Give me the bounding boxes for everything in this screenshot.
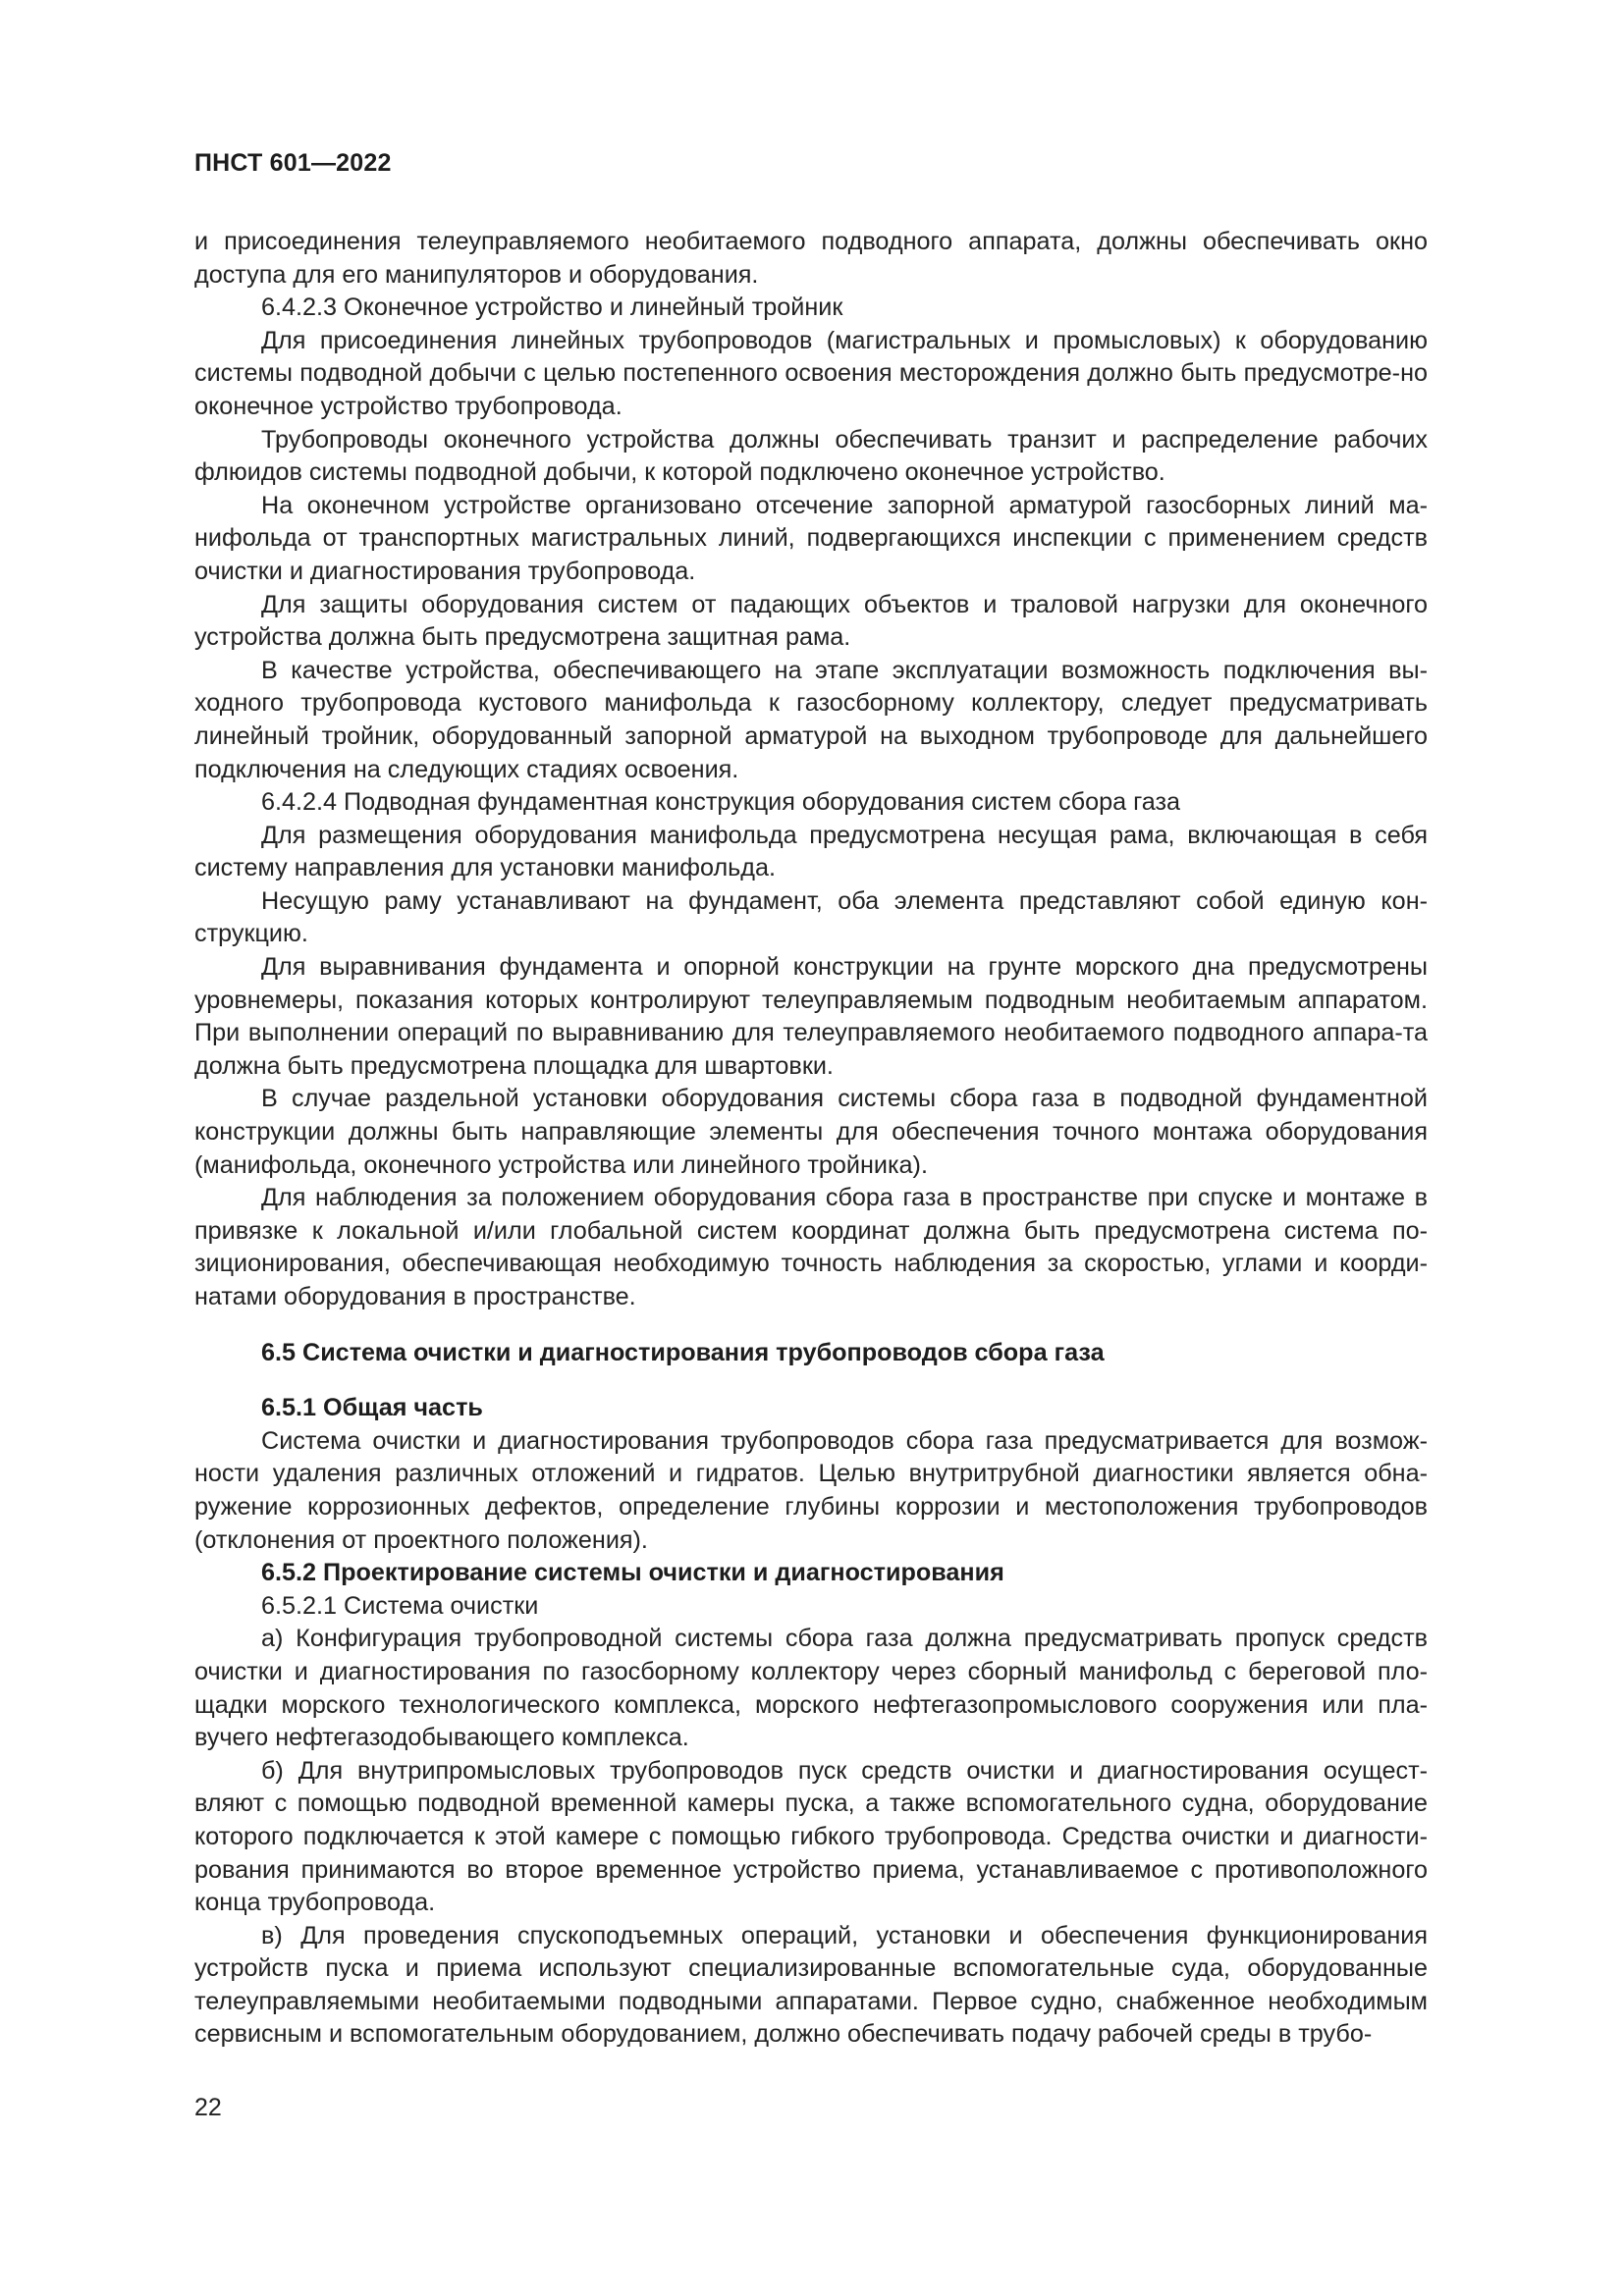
paragraph: Несущую раму устанавливают на фундамент, оба элемента представляют собой единую кон-струкцию.	[194, 886, 1428, 948]
clause-heading: 6.5.2.1 Система очистки	[261, 1591, 539, 1620]
section-heading: 6.5 Система очистки и диагностирования трубопроводов сбора газа	[261, 1338, 1105, 1366]
paragraph: Для выравнивания фундамента и опорной конструкции на грунте морского дна предусмотрены уровнемеры, показания которых контролируют телеуправляемым подводным необитаемым аппаратом. При выполнении операций по выравниванию для телеуправляемого необитаемого подводного аппара-та должна быть предусмотрена площадка для швартовки.	[194, 953, 1428, 1080]
clause-heading: 6.4.2.3 Оконечное устройство и линейный тройник	[261, 294, 843, 322]
paragraph: Система очистки и диагностирования трубопроводов сбора газа предусматривается для возмож-ности удаления различных отложений и гидратов. Целью внутритрубной диагностики является обна-ружение коррозионных дефектов, определение глубины коррозии и местоположения трубопроводов (отклонения от проектного положения).	[194, 1426, 1428, 1554]
subsection-heading: 6.5.2 Проектирование системы очистки и диагностирования	[261, 1559, 1004, 1587]
paragraph: Для размещения оборудования манифольда предусмотрена несущая рама, включающая в себя систему направления для установки манифольда.	[194, 821, 1428, 882]
paragraph: Для защиты оборудования систем от падающих объектов и траловой нагрузки для оконечного устройства должна быть предусмотрена защитная рама.	[194, 590, 1428, 652]
paragraph: и присоединения телеуправляемого необитаемого подводного аппарата, должны обеспечивать окно доступа для его манипуляторов и оборудования.	[194, 228, 1428, 289]
list-item: в) Для проведения спускоподъемных операций, установки и обеспечения функционирования устройств пуска и приема используют специализированные вспомогательные суда, оборудованные телеуправляемыми необитаемыми подводными аппаратами. Первое судно, снабженное необходимым сервисным и вспомогательным оборудованием, должно обеспечивать подачу рабочей среды в трубо-	[194, 1921, 1428, 2049]
paragraph: В качестве устройства, обеспечивающего на этапе эксплуатации возможность подключения вы-ходного трубопровода кустового манифольда к газосборному коллектору, следует предусматривать линейный тройник, оборудованный запорной арматурой на выходном трубопроводе для дальнейшего подключения на следующих стадиях освоения.	[194, 656, 1428, 783]
subsection-heading: 6.5.1 Общая часть	[261, 1394, 483, 1422]
clause-heading: 6.4.2.4 Подводная фундаментная конструкция оборудования систем сбора газа	[261, 788, 1181, 817]
paragraph: Для присоединения линейных трубопроводов (магистральных и промысловых) к оборудованию системы подводной добычи с целью постепенного освоения месторождения должно быть предусмотре-но оконечное устройство трубопровода.	[194, 326, 1428, 420]
list-item: а) Конфигурация трубопроводной системы сбора газа должна предусматривать пропуск средств очистки и диагностирования по газосборному коллектору через сборный манифольд с береговой пло-щадки морского технологического комплекса, морского нефтегазопромыслового сооружения или пла-вучего нефтегазодобывающего комплекса.	[194, 1625, 1428, 1752]
paragraph: Трубопроводы оконечного устройства должны обеспечивать транзит и распределение рабочих флюидов системы подводной добычи, к которой подключено оконечное устройство.	[194, 425, 1428, 487]
list-item: б) Для внутрипромысловых трубопроводов пуск средств очистки и диагностирования осущест-вляют с помощью подводной временной камеры пуска, а также вспомогательного судна, оборудование которого подключается к этой камере с помощью гибкого трубопровода. Средства очистки и диагности-рования принимаются во второе временное устройство приема, устанавливаемое с противоположного конца трубопровода.	[194, 1756, 1428, 1917]
paragraph: Для наблюдения за положением оборудования сбора газа в пространстве при спуске и монтаже в привязке к локальной и/или глобальной систем координат должна быть предусмотрена система по-зиционирования, обеспечивающая необходимую точность наблюдения за скоростью, углами и коорди-натами оборудования в пространстве.	[194, 1184, 1428, 1310]
paragraph: В случае раздельной установки оборудования системы сбора газа в подводной фундаментной конструкции должны быть направляющие элементы для обеспечения точного монтажа оборудования (манифольда, оконечного устройства или линейного тройника).	[194, 1085, 1428, 1179]
paragraph: На оконечном устройстве организовано отсечение запорной арматурой газосборных линий ма-нифольда от транспортных магистральных линий, подвергающихся инспекции с применением средств очистки и диагностирования трубопровода.	[194, 491, 1428, 585]
document-header: ПНСТ 601—2022	[194, 149, 392, 177]
document-body	[194, 226, 1428, 2052]
page-number: 22	[194, 2094, 222, 2121]
